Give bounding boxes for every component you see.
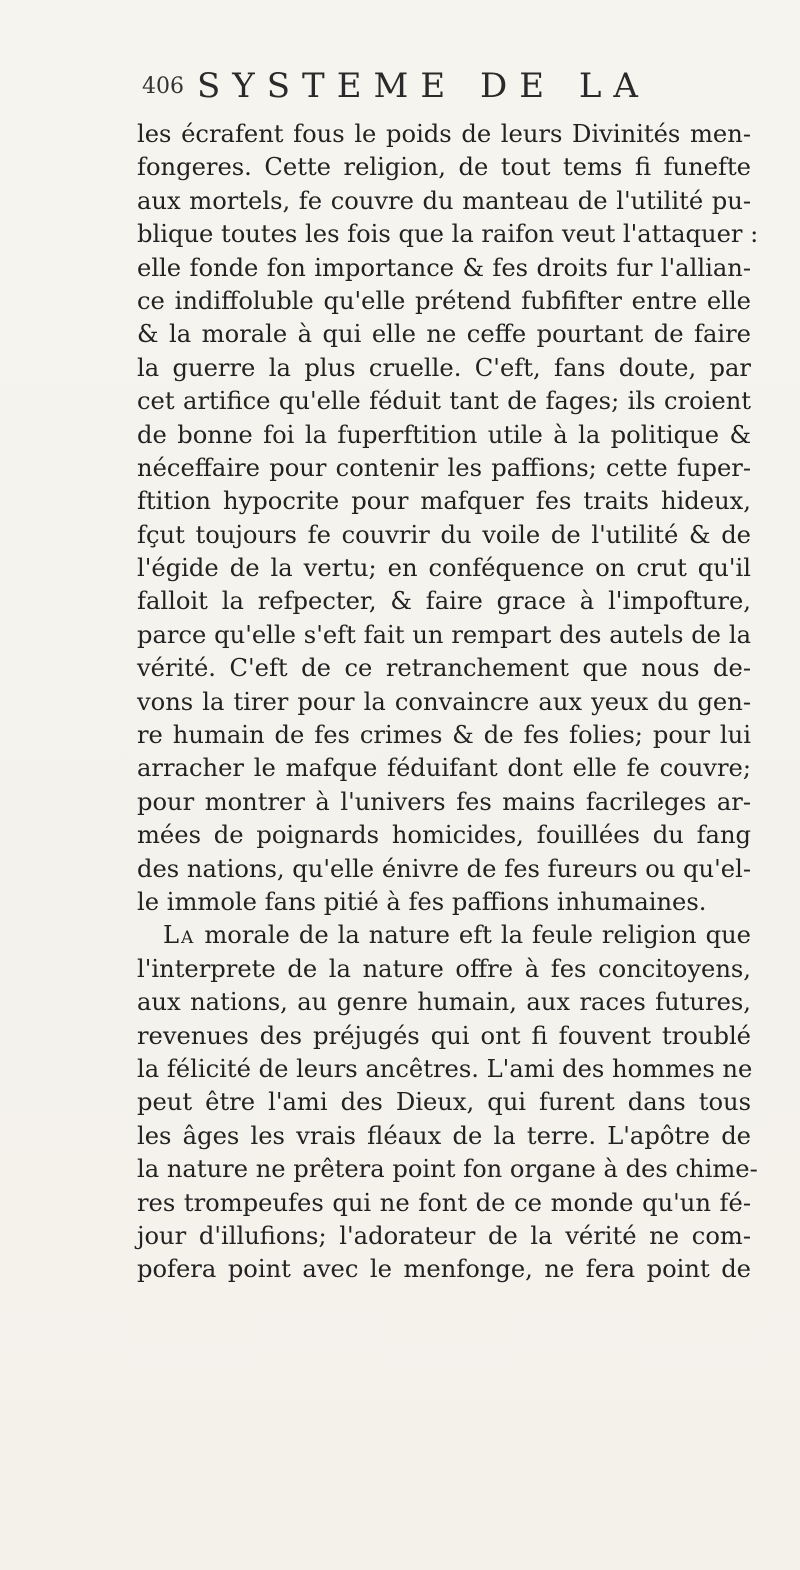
text-line: les écrafent fous le poids de leurs Divinités men- [137, 120, 751, 148]
text-line: fongeres. Cette religion, de tout tems fi funefte [137, 153, 751, 182]
text-line: arracher le mafque féduifant dont elle fe couvre; [137, 754, 751, 783]
body-text [137, 118, 759, 1287]
text-line: le immole fans pitié à fes paffions inhumaines. [137, 887, 707, 916]
text-line: mées de poignards homicides, fouillées du fang [137, 821, 751, 850]
text-line: la guerre la plus cruelle. C'eft, fans doute, par [137, 353, 751, 382]
text-line: revenues des préjugés qui ont fi fouvent troublé [137, 1021, 751, 1050]
text-line: elle fonde fon importance & fes droits fur l'allian- [137, 253, 751, 282]
running-head [142, 66, 752, 106]
text-line: des nations, qu'elle énivre de fes fureurs ou qu'el- [137, 854, 751, 883]
running-title: SYSTEME DE LA [197, 66, 650, 106]
paragraph-1 [137, 118, 759, 919]
text-line: peut être l'ami des Dieux, qui furent dans tous [137, 1088, 751, 1117]
text-line: pofera point avec le menfonge, ne fera point de [137, 1255, 751, 1284]
text-line: jour d'illufions; l'adorateur de la vérité ne com- [137, 1221, 751, 1250]
text-line [137, 919, 751, 952]
page-number: 406 [142, 74, 184, 99]
text-line: aux nations, au genre humain, aux races futures, [137, 988, 751, 1017]
text-line: aux mortels, fe couvre du manteau de l'utilité pu- [137, 186, 751, 215]
text-line: vérité. C'eft de ce retranchement que nous de- [137, 654, 751, 683]
text-line: néceffaire pour contenir les paffions; cette fuper- [137, 453, 751, 482]
text-line: vons la tirer pour la convaincre aux yeux du gen- [137, 687, 751, 716]
text-line: la nature ne prêtera point fon organe à des chime- [137, 1155, 758, 1184]
text-line: parce qu'elle s'eft fait un rempart des autels de la [137, 620, 751, 649]
paragraph-initial-word: La [163, 921, 196, 950]
paragraph-2 [137, 919, 758, 1286]
first-line-text: morale de la nature eft la feule religion que [204, 921, 751, 950]
text-line: falloit la refpecter, & faire grace à l'impofture, [137, 587, 751, 616]
text-line: de bonne foi la fuperftition utile à la politique & [137, 420, 751, 449]
text-line: cet artifice qu'elle féduit tant de fages; ils croient [137, 387, 751, 416]
text-line: pour montrer à l'univers fes mains facrileges ar- [137, 787, 751, 816]
text-line: ce indiffoluble qu'elle prétend fubfifter entre elle [137, 286, 751, 315]
text-line: les âges les vrais fléaux de la terre. L'apôtre de [137, 1121, 751, 1150]
text-line: blique toutes les fois que la raifon veut l'attaquer : [137, 220, 759, 249]
text-line: & la morale à qui elle ne ceffe pourtant de faire [137, 320, 751, 349]
text-line: la félicité de leurs ancêtres. L'ami des hommes ne [137, 1054, 753, 1083]
text-line: ftition hypocrite pour mafquer fes traits hideux, [137, 487, 751, 516]
text-line: re humain de fes crimes & de fes folies; pour lui [137, 721, 751, 750]
text-line: res trompeufes qui ne font de ce monde qu'un fé- [137, 1188, 751, 1217]
text-line: l'égide de la vertu; en conféquence on crut qu'il [137, 554, 751, 583]
text-line: l'interprete de la nature offre à fes concitoyens, [137, 954, 751, 983]
text-line: fçut toujours fe couvrir du voile de l'utilité & de [137, 520, 751, 549]
